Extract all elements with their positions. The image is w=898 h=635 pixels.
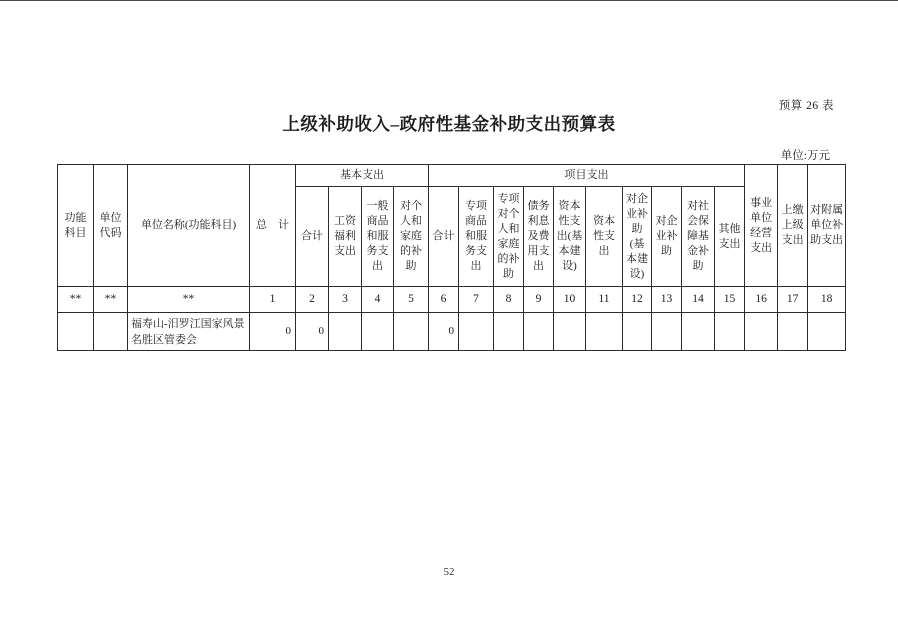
index-cell: ** — [128, 287, 250, 313]
index-cell: 12 — [623, 287, 652, 313]
index-cell: 10 — [554, 287, 586, 313]
data-cell-functional-subject — [58, 313, 94, 351]
col-header-functional-subject: 功能科目 — [58, 165, 94, 287]
col-header-wage-welfare: 工资福利支出 — [329, 187, 362, 287]
data-cell-project-total: 0 — [429, 313, 459, 351]
table-row — [58, 313, 846, 351]
col-header-turn-over-expenditure: 上缴上级支出 — [778, 165, 808, 287]
data-cell — [745, 313, 778, 351]
index-cell: 1 — [250, 287, 296, 313]
col-header-project-total: 合计 — [429, 187, 459, 287]
col-header-grand-total: 总 计 — [250, 165, 296, 287]
col-header-special-individual-family-subsidy: 专项对个人和家庭的补助 — [494, 187, 524, 287]
data-cell — [808, 313, 846, 351]
data-cell-grand-total: 0 — [250, 313, 296, 351]
col-header-basic-total: 合计 — [296, 187, 329, 287]
col-header-individual-family-subsidy: 对个人和家庭的补助 — [394, 187, 429, 287]
data-cell — [623, 313, 652, 351]
col-header-enterprise-subsidy: 对企业补助 — [652, 187, 682, 287]
data-cell — [778, 313, 808, 351]
data-cell — [586, 313, 623, 351]
header-band-row — [58, 165, 846, 187]
index-cell: 3 — [329, 287, 362, 313]
data-cell — [362, 313, 394, 351]
data-cell — [554, 313, 586, 351]
col-header-social-security-fund-subsidy: 对社会保障基金补助 — [682, 187, 715, 287]
col-header-enterprise-subsidy-basic-construction: 对企业补助(基本建设) — [623, 187, 652, 287]
data-cell — [329, 313, 362, 351]
column-index-row — [58, 287, 846, 313]
data-cell-unit-code — [94, 313, 128, 351]
col-header-debt-interest-fees: 债务利息及费用支出 — [524, 187, 554, 287]
data-cell — [715, 313, 745, 351]
data-cell — [459, 313, 494, 351]
index-cell: 9 — [524, 287, 554, 313]
col-header-unit-name: 单位名称(功能科目) — [128, 165, 250, 287]
index-cell: 14 — [682, 287, 715, 313]
table-number-label: 预算 26 表 — [778, 100, 834, 112]
data-cell — [494, 313, 524, 351]
col-header-capital-basic-construction: 资本性支出(基本建设) — [554, 187, 586, 287]
index-cell: 13 — [652, 287, 682, 313]
data-cell — [682, 313, 715, 351]
index-cell: ** — [94, 287, 128, 313]
col-header-capital: 资本性支出 — [586, 187, 623, 287]
col-group-basic-expenditure: 基本支出 — [296, 165, 429, 187]
index-cell: 6 — [429, 287, 459, 313]
data-cell — [652, 313, 682, 351]
col-group-project-expenditure: 项目支出 — [429, 165, 745, 187]
data-cell-basic-total: 0 — [296, 313, 329, 351]
budget-table — [57, 164, 846, 351]
index-cell: 16 — [745, 287, 778, 313]
page-title: 上级补助收入–政府性基金补助支出预算表 — [282, 114, 616, 134]
data-cell — [524, 313, 554, 351]
index-cell: 15 — [715, 287, 745, 313]
col-header-general-goods-services: 一般商品和服务支出 — [362, 187, 394, 287]
index-cell: 7 — [459, 287, 494, 313]
col-header-other-expenditure: 其他支出 — [715, 187, 745, 287]
col-header-unit-code: 单位代码 — [94, 165, 128, 287]
col-header-affiliated-subsidy: 对附属单位补助支出 — [808, 165, 846, 287]
index-cell: 2 — [296, 287, 329, 313]
data-cell — [394, 313, 429, 351]
unit-label: 单位:万元 — [780, 150, 830, 162]
index-cell: 4 — [362, 287, 394, 313]
col-header-operating-expenditure: 事业单位经营支出 — [745, 165, 778, 287]
index-cell: 8 — [494, 287, 524, 313]
unit-name-cell: 福寿山-汨罗江国家风景名胜区管委会 — [128, 313, 250, 351]
index-cell: 5 — [394, 287, 429, 313]
index-cell: ** — [58, 287, 94, 313]
col-header-special-goods-services: 专项商品和服务支出 — [459, 187, 494, 287]
index-cell: 17 — [778, 287, 808, 313]
index-cell: 18 — [808, 287, 846, 313]
index-cell: 11 — [586, 287, 623, 313]
page-number: 52 — [443, 566, 455, 578]
